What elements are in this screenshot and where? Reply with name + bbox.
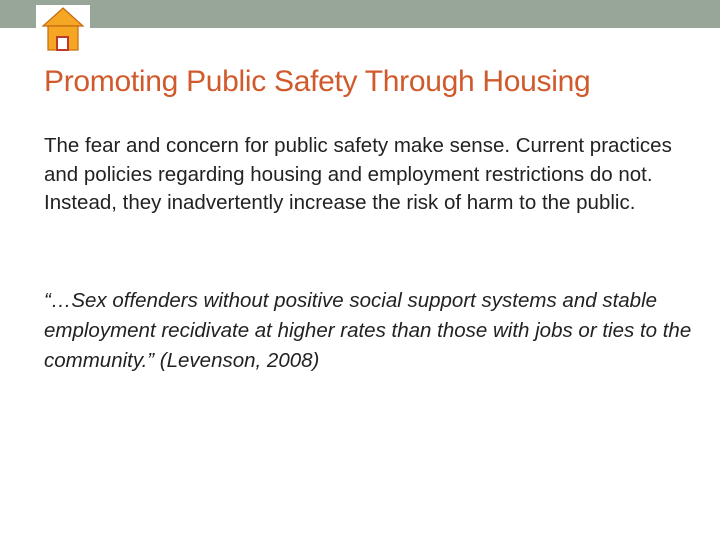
slide-title: Promoting Public Safety Through Housing [44,65,591,98]
house-icon [36,5,90,52]
body-paragraph: The fear and concern for public safety make sense. Current practices and policies regarding housing and employment restrictions do not. Instead, they inadvertently increase the risk of harm to the public. [44,134,672,214]
top-bar [0,0,720,28]
logo [36,5,90,52]
quote-paragraph: “…Sex offenders without positive social support systems and stable employment recidivate at higher rates than those with jobs or ties to the community.” (Levenson, 2008) [44,289,692,372]
